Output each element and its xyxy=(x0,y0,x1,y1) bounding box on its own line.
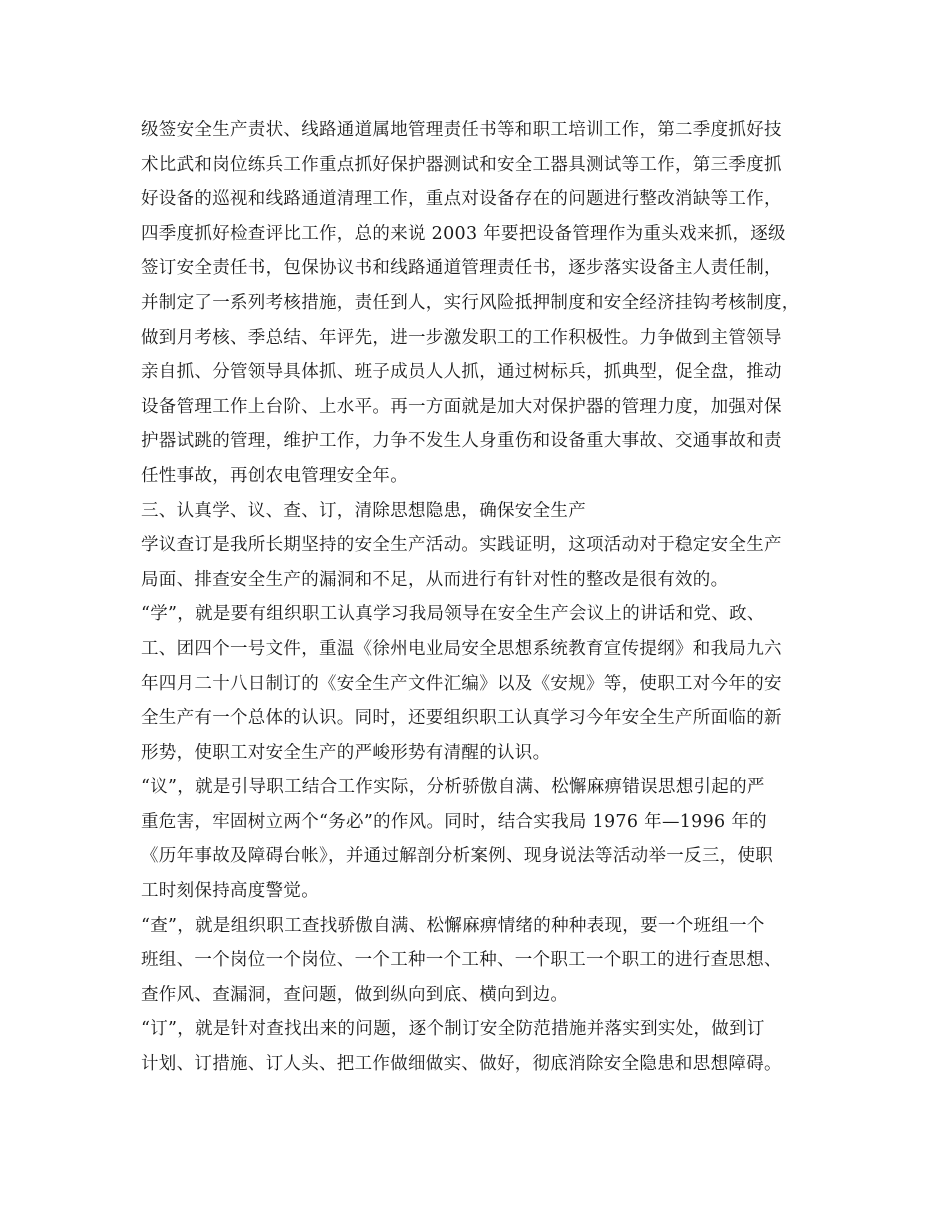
text-line: 三、认真学、议、查、订，清除思想隐患，确保安全生产 xyxy=(141,500,586,521)
text-line: “查”，就是组织职工查找骄傲自满、松懈麻痹情绪的种种表现，要一个班组一个 xyxy=(141,915,765,936)
text-line: 工时刻保持高度警觉。 xyxy=(141,881,319,902)
text-line: 四季度抓好检查评比工作，总的来说 2003 年要把设备管理作为重头戏来抓，逐级 xyxy=(141,223,786,244)
text-line: 并制定了一系列考核措施，责任到人，实行风险抵押制度和安全经济挂钩考核制度， xyxy=(141,292,800,313)
text-line: 形势，使职工对安全生产的严峻形势有清醒的认识。 xyxy=(141,742,551,763)
text-line: 护器试跳的管理，维护工作，力争不发生人身重伤和设备重大事故、交通事故和责 xyxy=(141,431,782,452)
text-line: 年四月二十八日制订的《安全生产文件汇编》以及《安规》等，使职工对今年的安 xyxy=(141,673,782,694)
text-line: 计划、订措施、订人头、把工作做细做实、做好，彻底消除安全隐患和思想障碍。 xyxy=(141,1054,782,1075)
text-line: 亲自抓、分管领导具体抓、班子成员人人抓，通过树标兵，抓典型，促全盘，推动 xyxy=(141,362,782,383)
text-line: 全生产有一个总体的认识。同时，还要组织职工认真学习今年安全生产所面临的新 xyxy=(141,708,782,729)
text-line: 查作风、查漏洞，查问题，做到纵向到底、横向到边。 xyxy=(141,984,569,1005)
text-line: “学”，就是要有组织职工认真学习我局领导在安全生产会议上的讲话和党、政、 xyxy=(141,604,765,625)
text-line: 设备管理工作上台阶、上水平。再一方面就是加大对保护器的管理力度，加强对保 xyxy=(141,396,782,417)
text-line: “订”，就是针对查找出来的问题，逐个制订安全防范措施并落实到实处，做到订 xyxy=(141,1019,765,1040)
text-line: 《历年事故及障碍台帐》，并通过解剖分析案例、现身说法等活动举一反三，使职 xyxy=(141,846,774,867)
text-line: 好设备的巡视和线路通道清理工作，重点对设备存在的问题进行整改消缺等工作， xyxy=(141,189,782,210)
text-line: “议”，就是引导职工结合工作实际，分析骄傲自满、松懈麻痹错误思想引起的严 xyxy=(141,777,765,798)
text-line: 工、团四个一号文件，重温《徐州电业局安全思想系统教育宣传提纲》和我局九六 xyxy=(141,638,782,659)
text-line: 任性事故，再创农电管理安全年。 xyxy=(141,465,408,486)
text-line: 局面、排查安全生产的漏洞和不足，从而进行有针对性的整改是很有效的。 xyxy=(141,569,729,590)
text-line: 做到月考核、季总结、年评先，进一步激发职工的工作积极性。力争做到主管领导 xyxy=(141,327,782,348)
text-line: 术比武和岗位练兵工作重点抓好保护器测试和安全工器具测试等工作，第三季度抓 xyxy=(141,154,782,175)
body-text xyxy=(141,113,831,1082)
text-line: 签订安全责任书，包保协议书和线路通道管理责任书，逐步落实设备主人责任制， xyxy=(141,258,782,279)
text-line: 班组、一个岗位一个岗位、一个工种一个工种、一个职工一个职工的进行查思想、 xyxy=(141,950,782,971)
text-line: 重危害，牢固树立两个“务必”的作风。同时，结合实我局 1976 年—1996 年的 xyxy=(141,811,767,832)
text-line: 学议查订是我所长期坚持的安全生产活动。实践证明，这项活动对于稳定安全生产 xyxy=(141,535,782,556)
text-line: 级签安全生产责状、线路通道属地管理责任书等和职工培训工作，第二季度抓好技 xyxy=(141,120,782,140)
